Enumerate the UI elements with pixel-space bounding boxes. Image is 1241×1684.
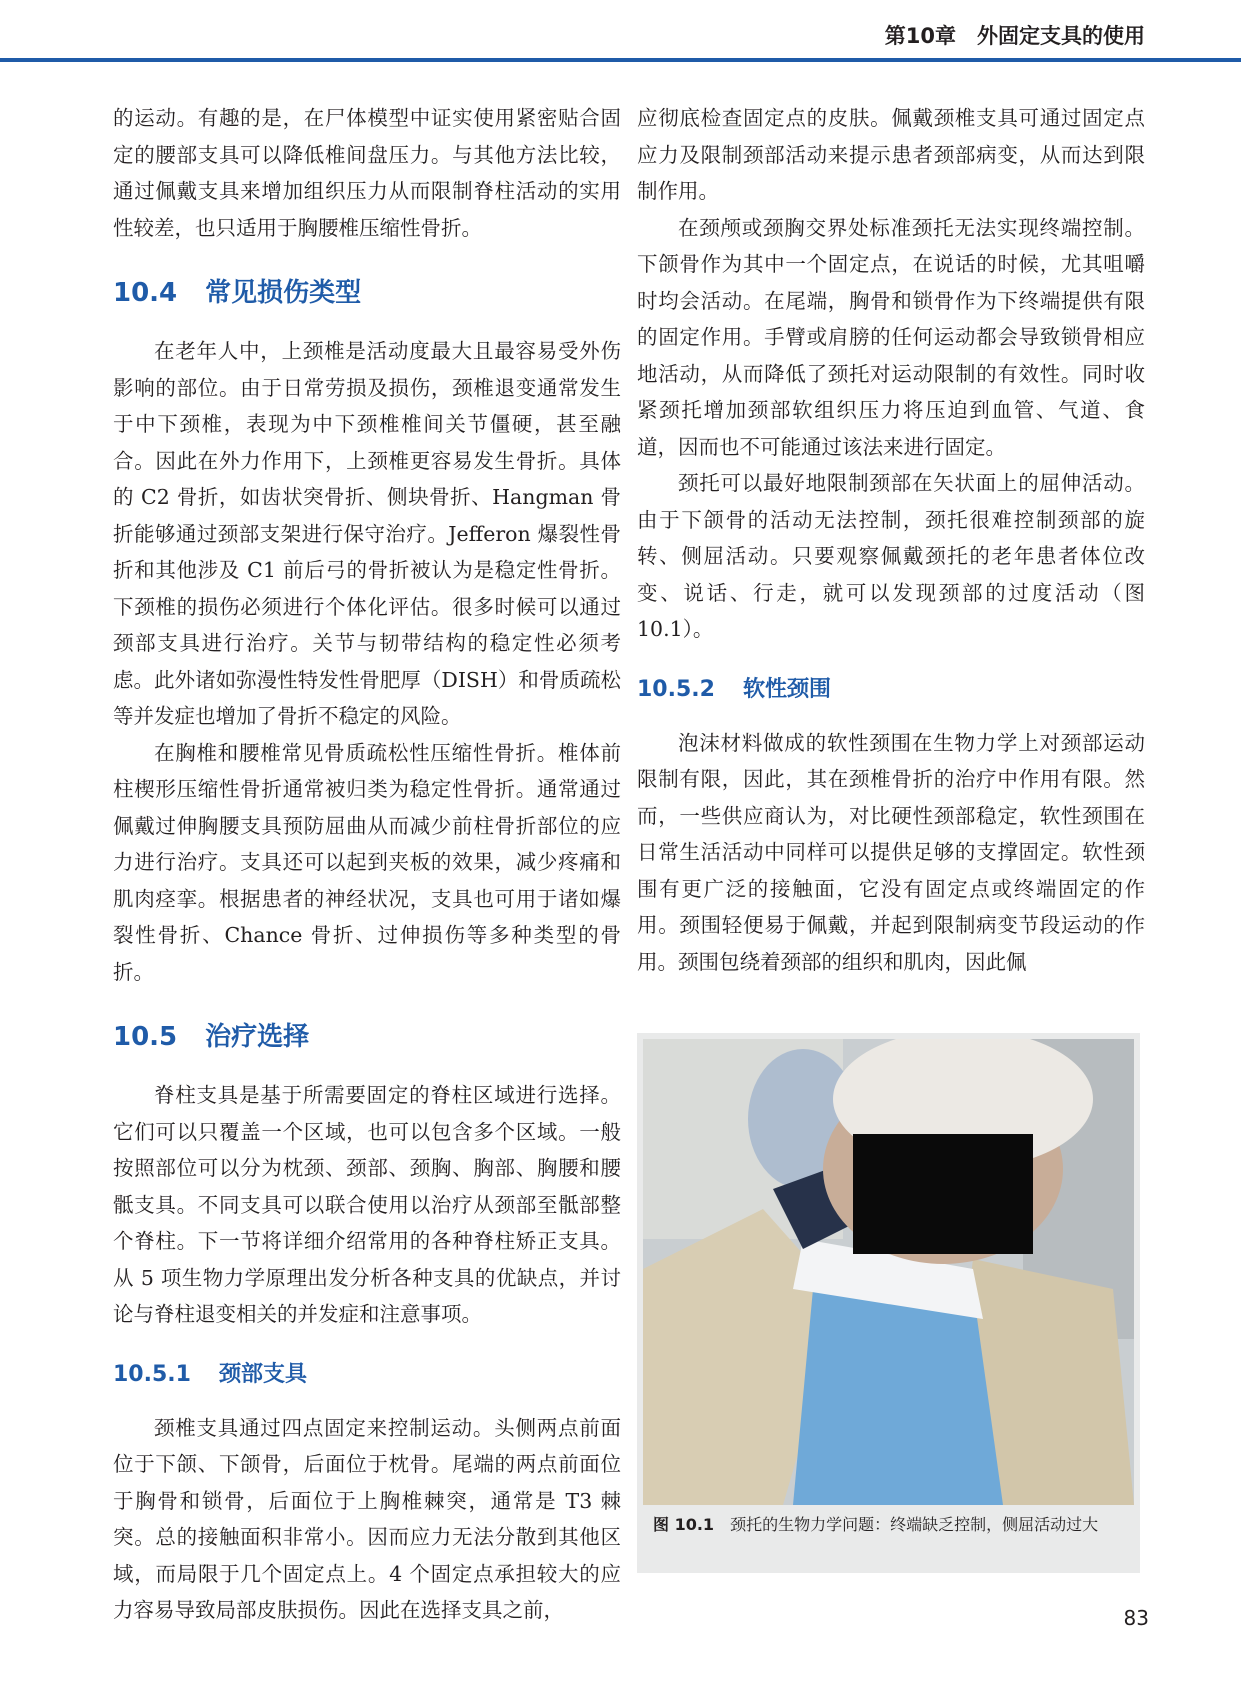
- figure-10-1: [637, 1033, 1140, 1573]
- subsection-title: 颈部支具: [218, 1361, 307, 1387]
- paragraph: 泡沫材料做成的软性颈围在生物力学上对颈部运动限制有限，因此，其在颈椎骨折的治疗中作用有限。然而，一些供应商认为，对比硬性颈部稳定，软性颈围在日常生活活动中同样可以提供足够的支撑固定。软性颈围有更广泛的接触面，它没有固定点或终端固定的作用。颈围轻便易于佩戴，并起到限制病变节段运动的作用。颈围包绕着颈部的组织和肌肉，因此佩: [637, 730, 1145, 974]
- paragraph: 脊柱支具是基于所需要固定的脊柱区域进行选择。它们可以只覆盖一个区域，也可以包含多个区域。一般按照部位可以分为枕颈、颈部、颈胸、胸部、胸腰和腰骶支具。不同支具可以联合使用以治疗从颈部至骶部整个脊柱。下一节将详细介绍常用的各种脊柱矫正支具。从 5 项生物力学原理出发分析各种支具的优缺点，并讨论与脊柱退变相关的并发症和注意事项。: [113, 1083, 621, 1326]
- subsection-title: 软性颈围: [742, 676, 831, 702]
- section-title: 常见损伤类型: [205, 278, 362, 308]
- figure-caption: [653, 1511, 1133, 1538]
- paragraph: 颈托可以最好地限制颈部在矢状面上的屈伸活动。由于下颌骨的活动无法控制，颈托很难控制颈部的旋转、侧屈活动。只要观察佩戴颈托的老年患者体位改变、说话、行走，就可以发现颈部的过度活动（图 10.1）。: [637, 471, 1145, 641]
- paragraph: 颈椎支具通过四点固定来控制运动。头侧两点前面位于下颌、下颌骨，后面位于枕骨。尾端的两点前面位于胸骨和锁骨，后面位于上胸椎棘突，通常是 T3 棘突。总的接触面积非常小。因而应力无法分散到其他区域，而局限于几个固定点上。4 个固定点承担较大的应力容易导致局部皮肤损伤。因此在选择支具之前，: [113, 1415, 621, 1622]
- subsection-number: 10.5.1: [113, 1361, 191, 1387]
- right-column: [637, 100, 1145, 980]
- paragraph: 在颈颅或颈胸交界处标准颈托无法实现终端控制。下颌骨作为其中一个固定点，在说话的时候，尤其咀嚼时均会活动。在尾端，胸骨和锁骨作为下终端提供有限的固定作用。手臂或肩膀的任何运动都会导致锁骨相应地活动，从而降低了颈托对运动限制的有效性。同时收紧颈托增加颈部软组织压力将压迫到血管、气道、食道，因而也不可能通过该法来进行固定。: [637, 215, 1145, 459]
- section-number: 10.4: [113, 278, 178, 308]
- paragraph-intro: 的运动。有趣的是，在尸体模型中证实使用紧密贴合固定的腰部支具可以降低椎间盘压力。与其他方法比较，通过佩戴支具来增加组织压力从而限制脊柱活动的实用性较差，也只适用于胸腰椎压缩性骨折。: [113, 106, 621, 240]
- subsection-heading-10-5-2: [637, 672, 1145, 703]
- header-rule: [0, 58, 1241, 62]
- subsection-heading-10-5-1: [113, 1357, 621, 1388]
- paragraph-continued: 应彻底检查固定点的皮肤。佩戴颈椎支具可通过固定点应力及限制颈部活动来提示患者颈部病变，从而达到限制作用。: [637, 106, 1145, 203]
- section-title: 治疗选择: [205, 1022, 310, 1052]
- patient-photo: [643, 1039, 1134, 1505]
- chapter-running-title: 第10章 外固定支具的使用: [884, 24, 1145, 48]
- paragraph: 在老年人中，上颈椎是活动度最大且最容易受外伤影响的部位。由于日常劳损及损伤，颈椎退变通常发生于中下颈椎，表现为中下颈椎椎间关节僵硬，甚至融合。因此在外力作用下，上颈椎更容易发生骨折。具体的 C2 骨折，如齿状突骨折、侧块骨折、Hangman 骨折能够通过颈部支架进行保守治疗。Jefferon 爆裂性骨折和其他涉及 C1 前后弓的骨折被认为是稳定性骨折。下颈椎的损伤必须进行个体化评估。很多时候可以通过颈部支具进行治疗。关节与韧带结构的稳定性必须考虑。此外诸如弥漫性特发性骨肥厚（DISH）和骨质疏松等并发症也增加了骨折不稳定的风险。: [113, 339, 621, 728]
- page-number: 83: [1123, 1606, 1149, 1630]
- subsection-number: 10.5.2: [637, 676, 715, 702]
- figure-caption-text: 颈托的生物力学问题：终端缺乏控制，侧屈活动过大: [730, 1515, 1099, 1534]
- patient-photo-illustration: [643, 1039, 1134, 1505]
- paragraph: 在胸椎和腰椎常见骨质疏松性压缩性骨折。椎体前柱楔形压缩性骨折通常被归类为稳定性骨折。通常通过佩戴过伸胸腰支具预防屈曲从而减少前柱骨折部位的应力进行治疗。支具还可以起到夹板的效果，减少疼痛和肌肉痉挛。根据患者的神经状况，支具也可用于诸如爆裂性骨折、Chance 骨折、过伸损伤等多种类型的骨折。: [113, 740, 621, 984]
- section-heading-10-4: [113, 272, 621, 309]
- left-column: [113, 100, 621, 1629]
- figure-label: 图 10.1: [653, 1515, 715, 1534]
- section-number: 10.5: [113, 1022, 178, 1052]
- section-heading-10-5: [113, 1016, 621, 1053]
